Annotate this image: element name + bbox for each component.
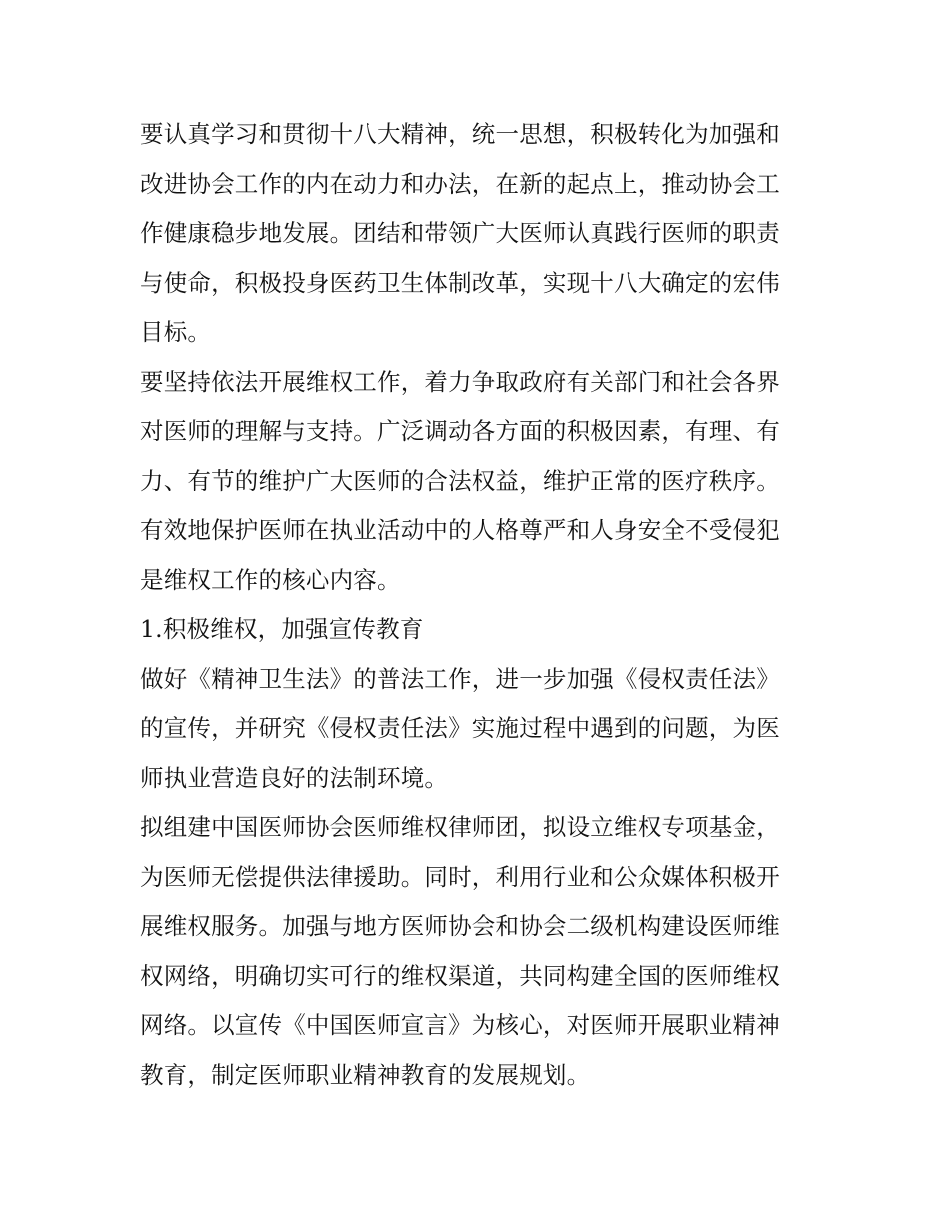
- document-body: [140, 110, 820, 1100]
- paragraph-study-spirit: 要认真学习和贯彻十八大精神，统一思想，积极转化为加强和 改进协会工作的内在动力和办法，在新的起点上，推动协会工 作健康稳步地发展。团结和带领广大医师认真践行医师的职责 与使命，积极投身医药卫生体制改革，实现十八大确定的宏伟 目标。: [140, 120, 780, 346]
- paragraph-law-publicity: 做好《精神卫生法》的普法工作，进一步加强《侵权责任法》 的宣传，并研究《侵权责任法》实施过程中遇到的问题，为医 师执业营造良好的法制环境。: [140, 664, 780, 792]
- section-heading: 1.积极维权，加强宣传教育: [140, 615, 424, 643]
- paragraph-rights-protection: 要坚持依法开展维权工作，着力争取政府有关部门和社会各界 对医师的理解与支持。广泛调动各方面的积极因素，有理、有 力、有节的维护广大医师的合法权益，维护正常的医疗秩序。 有效地保护医师在执业活动中的人格尊严和人身安全不受侵犯 是维权工作的核心内容。: [140, 367, 780, 594]
- paragraph-legal-team: 拟组建中国医师协会医师维权律师团，拟设立维权专项基金， 为医师无偿提供法律援助。同时，利用行业和公众媒体积极开 展维权服务。加强与地方医师协会和协会二级机构建设医师维 权网络，明确切实可行的维权渠道，共同构建全国的医师维权 网络。以宣传《中国医师宣言》为核心，对医师开展职业精神 教育，制定医师职业精神教育的发展规划。: [140, 813, 780, 1089]
